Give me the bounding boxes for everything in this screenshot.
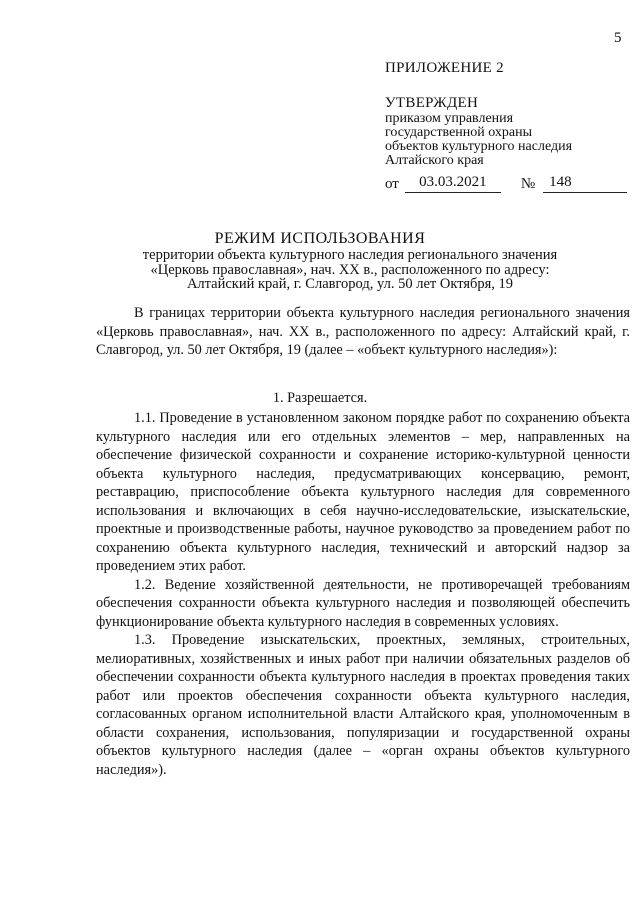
subtitle-line: «Церковь православная», нач. ХХ в., расположенного по адресу: [150, 261, 550, 278]
document-subtitle [110, 248, 590, 292]
order-line: Алтайского края [385, 153, 484, 168]
approved-label: УТВЕРЖДЕН [385, 95, 479, 111]
list-item: 1.2. Ведение хозяйственной деятельности, не противоречащей требованиям обеспечения сохранности объекта культурного наследия и позволяющей обеспечить функционирование объекта культурного наследия в современных условиях. [96, 576, 630, 630]
number-prefix: № [520, 176, 536, 192]
document-title: РЕЖИМ ИСПОЛЬЗОВАНИЯ [214, 230, 426, 247]
permitted-items-list [96, 409, 630, 779]
order-date: 03.03.2021 [405, 174, 501, 193]
date-prefix: от [385, 176, 399, 192]
list-item: 1.1. Проведение в установленном законом порядке работ по сохранению объекта культурного наследия или его отдельных элементов – мер, направленных на обеспечение физической сохранности и сохранение историко-культурной ценности объекта культурного наследия, предусматривающих консервацию, ремонт, реставрацию, приспособление объекта культурного наследия для современного использования и включающих в себя научно-исследовательские, изыскательские, проектные и производственные работы, научное руководство за проведением работ по сохранению объекта культурного наследия, технический и авторский надзор за проведением этих работ. [96, 410, 630, 574]
intro-paragraph: В границах территории объекта культурного наследия регионального значения «Церковь православная», нач. ХХ в., расположенного по адресу: Алтайский край, г. Славгород, ул. 50 лет Октября, 19 (далее – «объект культурного наследия»): [96, 305, 630, 358]
order-line: государственной охраны [385, 125, 533, 140]
appendix-label: ПРИЛОЖЕНИЕ 2 [385, 60, 504, 76]
list-item: 1.3. Проведение изыскательских, проектных, земляных, строительных, мелиоративных, хозяйственных и иных работ при наличии обязательных разделов об обеспечении сохранности объекта культурного наследия в проектах проведения таких работ или проектов обеспечения сохранности объекта культурного наследия, согласованных органом исполнительной власти Алтайского края, уполномоченным в области сохранения, использования, популяризации и государственной охраны объектов культурного наследия (далее – «орган охраны объектов культурного наследия»). [96, 632, 630, 778]
order-number: 148 [543, 174, 627, 193]
order-line: приказом управления [385, 111, 514, 126]
subtitle-line: Алтайский край, г. Славгород, ул. 50 лет Октября, 19 [186, 276, 514, 292]
order-line: объектов культурного наследия [385, 139, 573, 154]
approval-block [385, 60, 630, 193]
subtitle-line: территории объекта культурного наследия регионального значения [142, 247, 558, 263]
intro-section [96, 304, 630, 360]
section-heading: 1. Разрешается. [272, 390, 368, 406]
page-number: 5 [614, 30, 622, 46]
order-date-number-row [385, 174, 630, 193]
